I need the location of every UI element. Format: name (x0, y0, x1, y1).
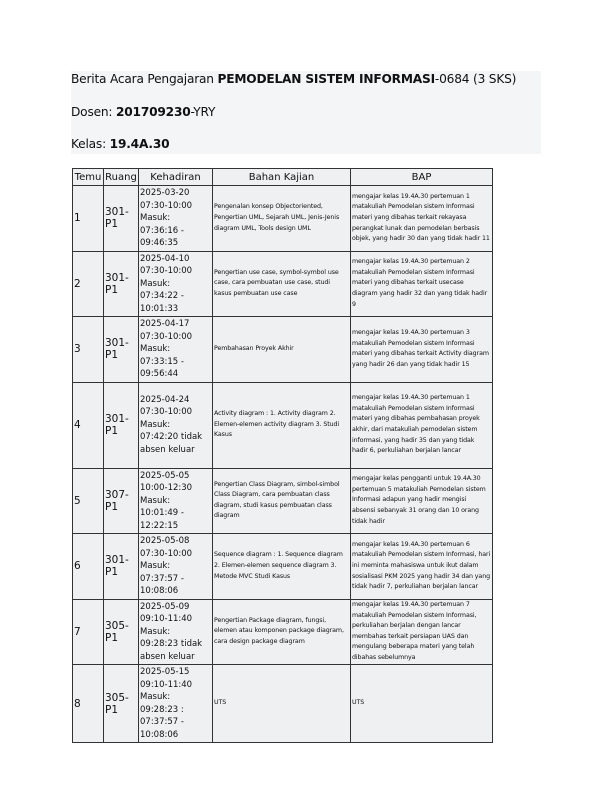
cell-bap: mengajar kelas 19.4A.30 pertemuan 7 matakuliah Pemodelan sistem Informasi, perkuliahan berjalan dengan lancar membahas terkait persiapan UAS dan mengulang beberapa materi yang telah dibahas sebelumnya (351, 599, 493, 665)
dosen-line (71, 105, 215, 119)
title-prefix: Berita Acara Pengajaran (71, 72, 218, 86)
cell-kehadiran: 2025-05-05 10:00-12:30 Masuk: 10:01:49 - 12:22:15 (139, 468, 213, 534)
cell-bahan-kajian: Pengertian use case, symbol-symbol use case, cara pembuatan use case, studi kasus pembuatan use case (213, 251, 351, 317)
cell-ruang: 301-P1 (104, 317, 139, 383)
cell-bahan-kajian: UTS (213, 665, 351, 743)
cell-temu: 8 (73, 665, 104, 743)
cell-temu: 6 (73, 534, 104, 600)
dosen-suffix: -YRY (190, 105, 216, 119)
table-row (73, 599, 493, 665)
cell-bap: mengajar kelas 19.4A.30 pertemuan 1 matakuliah Pemodelan sistem Informasi materi yang dibahas terkait rekayasa perangkat lunak dan pemodelan berbasis objek, yang hadir 30 dan yang tidak hadir 11 (351, 186, 493, 252)
berita-acara-title (71, 72, 516, 86)
course-name: PEMODELAN SISTEM INFORMASI (217, 72, 435, 86)
cell-bahan-kajian: Pembahasan Proyek Akhir (213, 317, 351, 383)
cell-kehadiran: 2025-04-24 07:30-10:00 Masuk: 07:42:20 tidak absen keluar (139, 382, 213, 468)
cell-temu: 7 (73, 599, 104, 665)
course-suffix: -0684 (3 SKS) (434, 72, 517, 86)
cell-temu: 1 (73, 186, 104, 252)
cell-bap: UTS (351, 665, 493, 743)
table-row (73, 251, 493, 317)
table-row (73, 382, 493, 468)
table-row (73, 186, 493, 252)
table-row (73, 317, 493, 383)
cell-temu: 4 (73, 382, 104, 468)
cell-bahan-kajian: Pengertian Package diagram, fungsi, elemen atau komponen package diagram, cara design package diagram (213, 599, 351, 665)
kelas-label: Kelas: (71, 137, 110, 151)
cell-ruang: 301-P1 (104, 534, 139, 600)
cell-temu: 3 (73, 317, 104, 383)
cell-kehadiran: 2025-05-08 07:30-10:00 Masuk: 07:37:57 - 10:08:06 (139, 534, 213, 600)
cell-ruang: 301-P1 (104, 186, 139, 252)
cell-bap: mengajar kelas 19.4A.30 pertemuan 6 matakuliah Pemodelan sistem Informasi, hari ini meminta mahasiswa untuk ikut dalam sosialisasi PKM 2025 yang hadir 34 dan yang tidak hadir 7, perkuliahan berjalan lancar (351, 534, 493, 600)
cell-bap: mengajar kelas pengganti untuk 19.4A.30 pertemuan 5 matakuliah Pemodelan sistem Informasi adapun yang hadir mengisi absensi sebanyak 31 orang dan 10 orang tidak hadir (351, 468, 493, 534)
cell-bap: mengajar kelas 19.4A.30 pertemuan 1 matakuliah Pemodelan sistem Informasi materi yang dibahas pembahasan proyek akhir, dari matakuliah pemodelan sistem informasi, yang hadir 35 dan yang tidak hadir 6, perkuliahan berjalan lancar (351, 382, 493, 468)
header-temu: Temu (73, 169, 104, 186)
cell-kehadiran: 2025-04-10 07:30-10:00 Masuk: 07:34:22 - 10:01:33 (139, 251, 213, 317)
cell-bap: mengajar kelas 19.4A.30 pertemuan 2 matakuliah Pemodelan sistem Informasi materi yang dibahas terkait usecase diagram yang hadir 32 dan yang tidak hadir 9 (351, 251, 493, 317)
cell-bahan-kajian: Sequence diagram : 1. Sequence diagram 2. Elemen-elemen sequence diagram 3. Metode MVC Studi Kasus (213, 534, 351, 600)
cell-ruang: 307-P1 (104, 468, 139, 534)
table-row (73, 665, 493, 743)
cell-temu: 5 (73, 468, 104, 534)
cell-bahan-kajian: Pengenalan konsep Objectoriented, Pengertian UML, Sejarah UML, Jenis-Jenis diagram UML, Tools design UML (213, 186, 351, 252)
cell-kehadiran: 2025-03-20 07:30-10:00 Masuk: 07:36:16 - 09:46:35 (139, 186, 213, 252)
cell-temu: 2 (73, 251, 104, 317)
cell-bap: mengajar kelas 19.4A.30 pertemuan 3 matakuliah Pemodelan sistem Informasi materi yang dibahas terkait Activity diagram yang hadir 26 dan yang tidak hadir 15 (351, 317, 493, 383)
header-ruang: Ruang (104, 169, 139, 186)
cell-ruang: 305-P1 (104, 665, 139, 743)
kelas-value: 19.4A.30 (109, 137, 170, 151)
cell-ruang: 301-P1 (104, 251, 139, 317)
table-row (73, 468, 493, 534)
table-row (73, 534, 493, 600)
cell-ruang: 301-P1 (104, 382, 139, 468)
header-bahan-kajian: Bahan Kajian (213, 169, 351, 186)
dosen-id: 201709230 (116, 105, 191, 119)
document-header (71, 71, 541, 154)
cell-kehadiran: 2025-05-15 09:10-11:40 Masuk: 09:28:23 : 07:37:57 - 10:08:06 (139, 665, 213, 743)
header-bap: BAP (351, 169, 493, 186)
cell-ruang: 305-P1 (104, 599, 139, 665)
cell-kehadiran: 2025-05-09 09:10-11:40 Masuk: 09:28:23 tidak absen keluar (139, 599, 213, 665)
table-header-row (73, 169, 493, 186)
kelas-line (71, 137, 169, 151)
header-kehadiran: Kehadiran (139, 169, 213, 186)
cell-bahan-kajian: Pengertian Class Diagram, simbol-simbol Class Diagram, cara pembuatan class diagram, studi kasus pembuatan class diagram (213, 468, 351, 534)
attendance-table (72, 168, 493, 743)
dosen-label: Dosen: (71, 105, 116, 119)
cell-kehadiran: 2025-04-17 07:30-10:00 Masuk: 07:33:15 - 09:56:44 (139, 317, 213, 383)
cell-bahan-kajian: Activity diagram : 1. Activity diagram 2. Elemen-elemen activity diagram 3. Studi Kasus (213, 382, 351, 468)
